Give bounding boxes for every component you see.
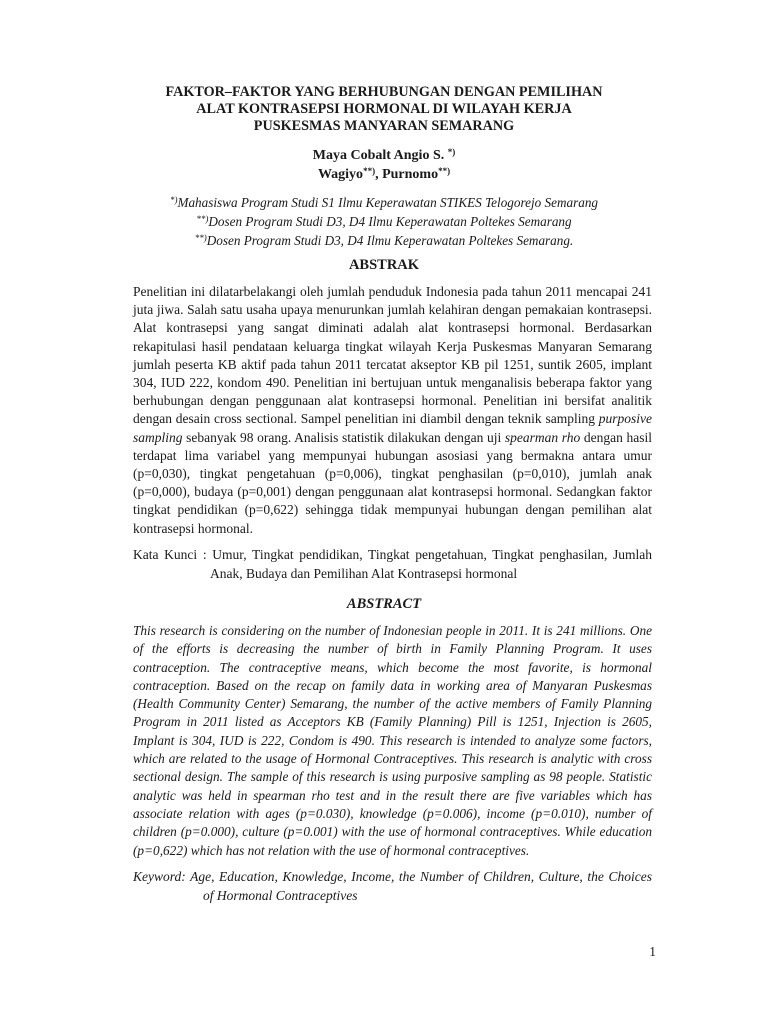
title-line-1: FAKTOR–FAKTOR YANG BERHUBUNGAN DENGAN PEMILIHAN [165,84,603,100]
abstrak-italic-term: purposive sampling [133,411,652,445]
keyword-list: Age, Education, Knowledge, Income, the Number of Children, Culture, the Choices of Hormonal Contraceptives [190,869,652,903]
abstrak-text: dengan hasil terdapat lima variabel yang mempunyai hubungan asosiasi yang bermakna antara umur (p=0,030), tingkat pengetahuan (p=0,006), tingkat penghasilan (p=0,010), jumlah anak (p=0,000), budaya (p=0,001) dengan penggunaan alat kontrasepsi hormonal. Sedangkan faktor tingkat pendidikan (p=0,622) sehingga tidak mempunyai hubungan dengan pemilihan alat kontrasepsi hormonal. [133,429,653,536]
affiliation-list [100,193,668,250]
abstrak-heading: ABSTRAK [348,257,420,273]
author-name: Wagiyo [317,167,364,182]
author-line-1 [100,146,668,165]
abstrak-italic-term: spearman rho [504,429,581,445]
keyword-label: Keyword: [133,869,191,884]
author-mark: **) [438,166,451,176]
affiliation-item [100,231,668,250]
paper-title [100,84,668,135]
abstrak-body [133,283,652,538]
page-number: 1 [649,944,656,959]
affiliation-text: Dosen Program Studi D3, D4 Ilmu Keperawatan Poltekes Semarang. [206,233,574,248]
title-line-3: PUSKESMAS MANYARAN SEMARANG [253,118,515,134]
abstrak-text: Penelitian ini dilatarbelakangi oleh jumlah penduduk Indonesia pada tahun 2011 mencapai 241 juta jiwa. Salah satu usaha upaya menurunkan jumlah kelahiran dengan pemakaian kontrasepsi. Alat kontrasepsi yang sangat diminati adalah alat kontrasepsi hormonal. Berdasarkan rekapitulasi hasil pendataan keluarga tingkat wilayah Kerja Puskesmas Manyaran Semarang jumlah peserta KB aktif pada tahun 2011 tercatat akseptor KB pil 1251, suntik 2605, implant 304, IUD 222, kondom 490. Penelitian ini bertujuan untuk menganalisis beberapa faktor yang berhubungan dengan penggunaan alat kontrasepsi hormonal. Penelitian ini bersifat analitik dengan desain cross sectional. Sampel penelitian ini diambil dengan teknik sampling [133,284,652,427]
keyword-label: Kata Kunci : [133,547,213,562]
keyword-list: Umur, Tingkat pendidikan, Tingkat pengetahuan, Tingkat penghasilan, Jumlah Anak, Budaya dan Pemilihan Alat Kontrasepsi hormonal [210,547,653,581]
abstract-body: This research is considering on the number of Indonesian people in 2011. It is 241 millions. One of the efforts is decreasing the number of birth in Family Planning Program. It uses contraception. The contraceptive means, which become the most favorite, is hormonal contraception. Based on the recap on family data in working area of Manyaran Puskesmas (Health Community Center) Semarang, the number of the active members of Family Planning Program in 2011 listed as Acceptors KB (Family Planning) Pill is 1251, Injection is 2605, Implant is 304, IUD is 222, Condom is 490. This research is intended to analyze some factors, which are related to the usage of Hormonal Contraceptives. This research is analytic with cross sectional design. The sample of this research is using purposive sampling as 98 people. Statistic analytic was held in spearman rho test and in the result there are five variables which has associate relation with ages (p=0.030), knowledge (p=0.006), income (p=0.010), number of children (p=0.000), culture (p=0.001) with the use of hormonal contraceptives. While education (p=0,622) which has not relation with the use of hormonal contraceptives. [133,623,652,858]
abstract-keywords [133,867,652,905]
author-list [100,146,668,184]
affiliation-mark: *) [169,195,178,205]
title-line-2: ALAT KONTRASEPSI HORMONAL DI WILAYAH KERJA [196,101,572,117]
affiliation-mark: **) [196,214,209,224]
affiliation-text: Mahasiswa Program Studi S1 Ilmu Keperawatan STIKES Telogorejo Semarang [177,195,599,210]
affiliation-text: Dosen Program Studi D3, D4 Ilmu Keperawatan Poltekes Semarang [208,214,572,229]
author-name: Maya Cobalt Angio S. [312,148,445,163]
affiliation-mark: **) [194,233,207,243]
author-name: Purnomo [382,167,439,182]
author-separator: , [375,167,383,182]
abstrak-keywords [133,545,652,583]
author-mark: **) [363,166,376,176]
affiliation-item [100,212,668,231]
author-mark: *) [447,147,456,157]
abstrak-text: sebanyak 98 orang. Analisis statistik dilakukan dengan uji [182,429,505,445]
author-line-2 [100,165,668,184]
affiliation-item [100,193,668,212]
abstract-heading: ABSTRACT [346,596,422,612]
